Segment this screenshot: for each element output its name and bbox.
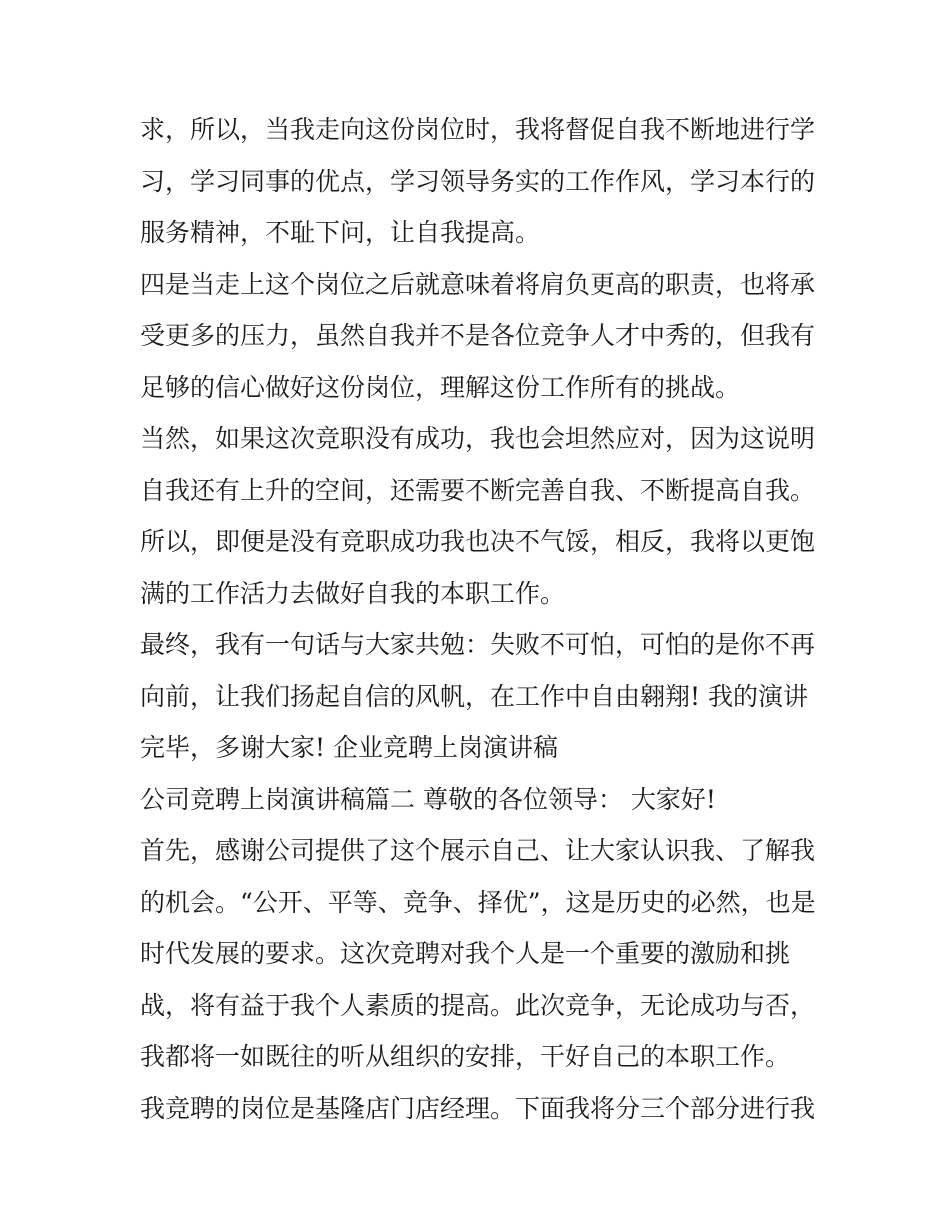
text-line: 受更多的压力，虽然自我并不是各位竞争人才中秀的，但我有 <box>140 321 816 350</box>
text-line: 习，学习同事的优点，学习领导务实的工作作风，学习本行的 <box>140 166 816 196</box>
document-body <box>140 104 820 1134</box>
text-line: 足够的信心做好这份岗位，理解这份工作所有的挑战。 <box>140 372 741 402</box>
text-line: 我都将一如既往的听从组织的安排，干好自己的本职工作。 <box>140 1042 791 1071</box>
text-line: 最终，我有一句话与大家共勉：失败不可怕，可怕的是你不再 <box>140 630 816 659</box>
text-line: 战，将有益于我个人素质的提高。此次竞争，无论成功与否， <box>140 990 816 1020</box>
text-line: 自我还有上升的空间，还需要不断完善自我、不断提高自我。 <box>140 475 816 505</box>
text-line: 公司竞聘上岗演讲稿篇二 尊敬的各位领导： 大家好! <box>140 784 716 814</box>
text-line: 时代发展的要求。这次竞聘对我个人是一个重要的激励和挑 <box>140 939 791 968</box>
text-line: 完毕，多谢大家! 企业竞聘上岗演讲稿 <box>140 733 558 762</box>
text-line: 我竞聘的岗位是基隆店门店经理。下面我将分三个部分进行我 <box>140 1093 816 1123</box>
text-line: 向前，让我们扬起自信的风帆，在工作中自由翱翔! 我的演讲 <box>140 681 808 711</box>
text-line: 当然，如果这次竞职没有成功，我也会坦然应对，因为这说明 <box>140 424 816 453</box>
text-line: 服务精神，不耻下问，让自我提高。 <box>140 218 541 247</box>
text-line: 首先，感谢公司提供了这个展示自己、让大家认识我、了解我 <box>140 836 816 865</box>
text-line: 的机会。“公开、平等、竞争、择优”，这是历史的必然，也是 <box>140 887 816 917</box>
text-line: 四是当走上这个岗位之后就意味着将肩负更高的职责，也将承 <box>140 269 816 299</box>
text-line: 满的工作活力去做好自我的本职工作。 <box>140 578 566 608</box>
text-line: 求，所以，当我走向这份岗位时，我将督促自我不断地进行学 <box>140 115 816 144</box>
text-line: 所以，即便是没有竞职成功我也决不气馁，相反，我将以更饱 <box>140 527 816 556</box>
